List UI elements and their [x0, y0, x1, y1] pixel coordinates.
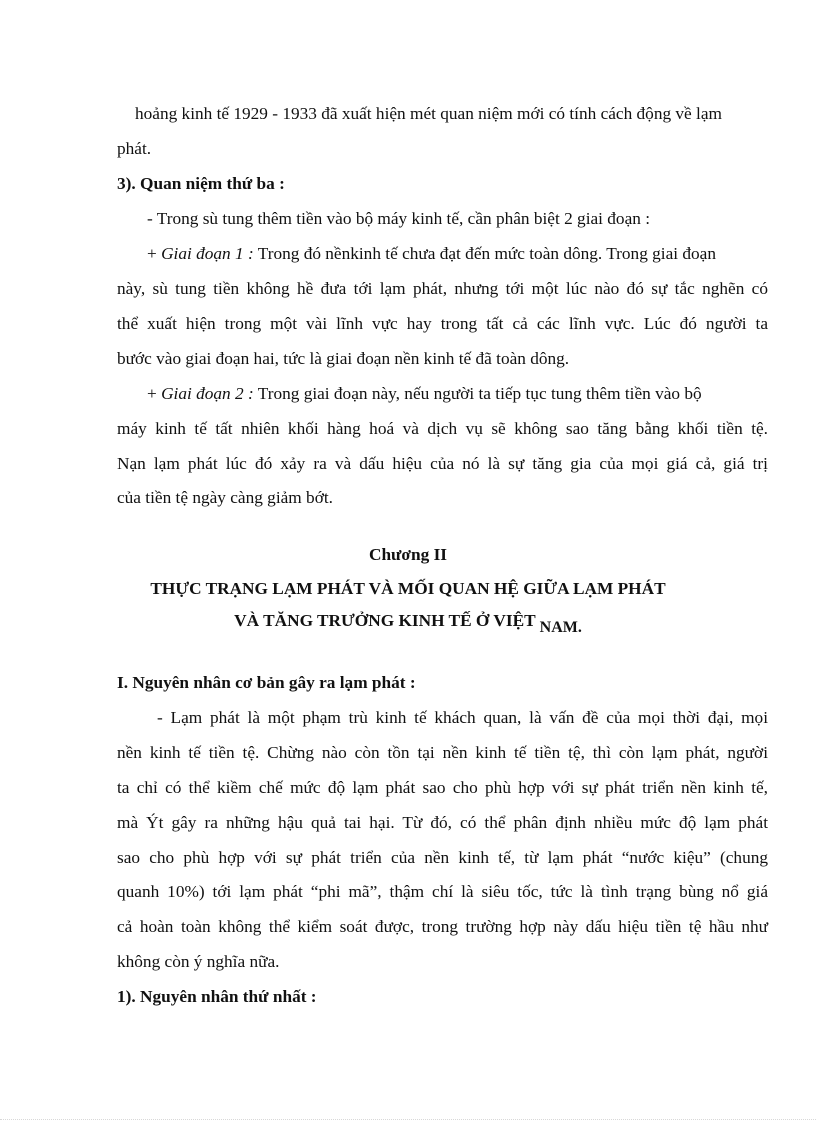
phase-text: Trong giai đoạn này, nếu người ta tiếp tục tung thêm tiền vào bộ [253, 384, 702, 403]
body-text-line: ta chỉ có thể kiềm chế mức độ lạm phát sao cho phù hợp với sự phát triển nền kinh tế, [117, 778, 768, 797]
page-bottom-divider [0, 1119, 816, 1120]
body-text-line: của tiền tệ ngày càng giảm bớt. [117, 488, 333, 507]
body-text-line: mà Ýt gây ra những hậu quả tai hại. Từ đó, có thể phân định nhiều mức độ lạm phát [117, 813, 768, 832]
chapter-number: Chương II [368, 545, 448, 564]
bullet-plus: + [147, 384, 162, 403]
part-heading: I. Nguyên nhân cơ bản gây ra lạm phát : [117, 673, 416, 692]
body-text-line: hoảng kinh tế 1929 - 1933 đã xuất hiện mét quan niệm mới có tính cách động về lạm [135, 104, 722, 123]
sub-heading: 1). Nguyên nhân thứ nhất : [117, 987, 317, 1006]
body-text-line: nền kinh tế tiền tệ. Chừng nào còn tồn tại nền kinh tế tiền tệ, thì còn lạm phát, người [117, 743, 768, 762]
phase-label: Giai đoạn 2 : [161, 384, 254, 403]
phase-2-first-line [147, 383, 702, 405]
section-heading: 3). Quan niệm thứ ba : [117, 174, 285, 193]
phase-1-first-line [147, 243, 716, 265]
body-text-line: phát. [117, 139, 152, 158]
chapter-title-line-1: THỰC TRẠNG LẠM PHÁT VÀ MỐI QUAN HỆ GIỮA LẠM PHÁT [150, 579, 666, 598]
body-text-line: - Trong sù tung thêm tiền vào bộ máy kinh tế, cần phân biệt 2 giai đoạn : [147, 209, 651, 228]
phase-text: Trong đó nềnkinh tế chưa đạt đến mức toàn dông. Trong giai đoạn [253, 244, 716, 263]
body-text-line: máy kinh tế tất nhiên khối hàng hoá và dịch vụ sẽ không sao tăng bằng khối tiền tệ. [117, 419, 768, 438]
body-text-line: - Lạm phát là một phạm trù kinh tế khách quan, là vấn đề của mọi thời đại, mọi [157, 708, 768, 727]
body-text-line: cả hoàn toàn không thể kiểm soát được, trong trường hợp này dấu hiệu tiền tệ hầu như [117, 917, 768, 936]
body-text-line: sao cho phù hợp với sự phát triển của nền kinh tế, từ lạm phát “nước kiệu” (chung [117, 848, 768, 867]
body-text-line: bước vào giai đoạn hai, tức là giai đoạn nền kinh tế đã toàn dông. [117, 349, 570, 368]
chapter-title-line-2: VÀ TĂNG TRƯỞNG KINH TẾ Ở VIỆT NAM. [234, 611, 582, 636]
phase-label: Giai đoạn 1 : [161, 244, 254, 263]
body-text-line: này, sù tung tiền không hề đưa tới lạm phát, nhưng tới một lúc nào đó sự tắc nghẽn có [117, 279, 768, 298]
body-text-line: Nạn lạm phát lúc đó xảy ra và dấu hiệu của nó là sự tăng gia của mọi giá cả, giá trị [117, 454, 768, 473]
body-text-line: quanh 10%) tới lạm phát “phi mã”, thậm chí là siêu tốc, tức là tình trạng bùng nổ giá [117, 882, 768, 901]
body-text-line: không còn ý nghĩa nữa. [117, 952, 280, 971]
bullet-plus: + [147, 244, 162, 263]
body-text-line: thể xuất hiện trong một vài lĩnh vực hay trong tất cả các lĩnh vực. Lúc đó người ta [117, 314, 768, 333]
